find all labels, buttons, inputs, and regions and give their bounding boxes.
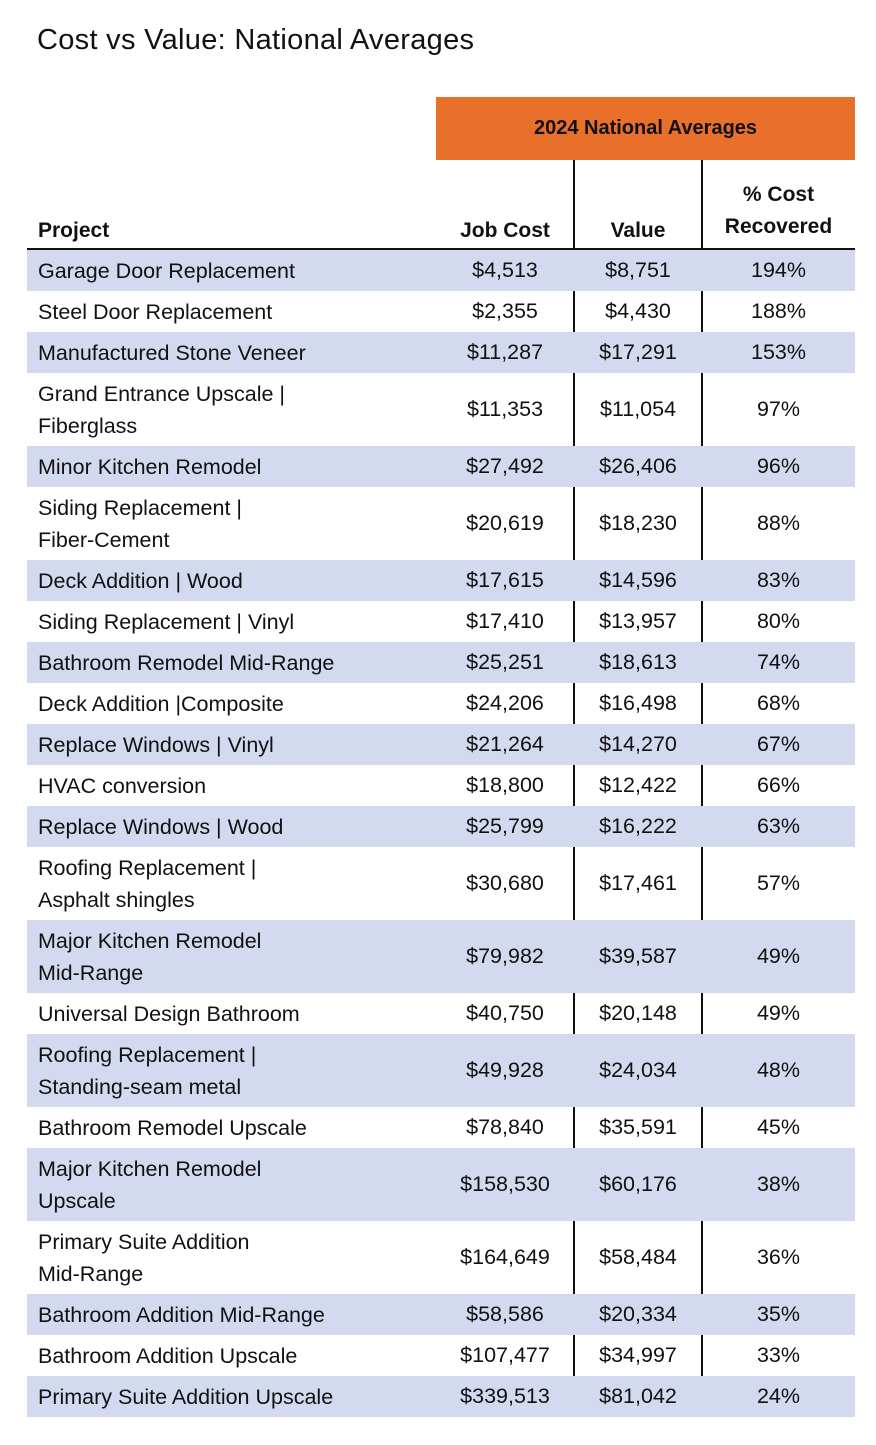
- project-name-line1: Siding Replacement | Vinyl: [38, 609, 295, 634]
- project-name: [27, 1340, 436, 1372]
- job-cost: $339,513: [460, 1384, 550, 1408]
- project-name-line1: Steel Door Replacement: [38, 299, 273, 324]
- value: $14,270: [599, 732, 677, 756]
- project-name: [27, 1226, 436, 1290]
- value: $24,034: [599, 1058, 677, 1082]
- value: $58,484: [599, 1245, 677, 1269]
- cost-recovered: 80%: [756, 609, 801, 633]
- table-row: [27, 642, 855, 683]
- project-name-line1: Replace Windows | Wood: [38, 814, 284, 839]
- table-header: [27, 160, 855, 250]
- project-name-line2: Fiber-Cement: [38, 527, 170, 552]
- header-cost-recovered-line2: Recovered: [724, 215, 833, 238]
- table-row: [27, 1148, 855, 1221]
- project-name-line1: Grand Entrance Upscale |: [38, 381, 285, 406]
- project-name: [27, 729, 436, 761]
- value: $16,498: [599, 691, 677, 715]
- page-title: Cost vs Value: National Averages: [37, 24, 475, 56]
- header-job-cost: Job Cost: [460, 219, 550, 242]
- value: $14,596: [599, 568, 677, 592]
- value: $26,406: [599, 454, 677, 478]
- project-name-line2: Mid-Range: [38, 960, 144, 985]
- project-name-line2: Asphalt shingles: [38, 887, 195, 912]
- cost-recovered: 63%: [756, 814, 801, 838]
- project-name-line1: Roofing Replacement |: [38, 1042, 257, 1067]
- table-row: [27, 1335, 855, 1376]
- job-cost: $79,982: [466, 944, 544, 968]
- table-row: [27, 1221, 855, 1294]
- job-cost: $11,287: [466, 340, 544, 364]
- table-body: [27, 250, 855, 1417]
- header-project: Project: [38, 219, 110, 242]
- job-cost: $107,477: [460, 1343, 550, 1367]
- cost-recovered: 83%: [756, 568, 801, 592]
- job-cost: $24,206: [466, 691, 544, 715]
- job-cost: $17,410: [466, 609, 544, 633]
- project-name-line1: Bathroom Addition Mid-Range: [38, 1302, 325, 1327]
- project-name: [27, 925, 436, 989]
- job-cost: $25,251: [466, 650, 544, 674]
- cost-recovered: 36%: [756, 1245, 801, 1269]
- value: $60,176: [599, 1172, 677, 1196]
- project-name: [27, 688, 436, 720]
- value: $39,587: [599, 944, 677, 968]
- cost-recovered: 188%: [751, 299, 806, 323]
- table-row: [27, 724, 855, 765]
- project-name-line1: Garage Door Replacement: [38, 258, 295, 283]
- project-name: [27, 1153, 436, 1217]
- cost-recovered: 33%: [756, 1343, 801, 1367]
- table-row: [27, 487, 855, 560]
- value: $16,222: [599, 814, 677, 838]
- project-name-line1: Primary Suite Addition: [38, 1229, 250, 1254]
- project-name-line1: Deck Addition |Composite: [38, 691, 284, 716]
- value: $81,042: [599, 1384, 677, 1408]
- cost-recovered: 24%: [756, 1384, 801, 1408]
- value: $18,230: [599, 511, 677, 535]
- job-cost: $20,619: [466, 511, 544, 535]
- header-value: Value: [610, 219, 666, 242]
- project-name-line1: Siding Replacement |: [38, 495, 242, 520]
- job-cost: $18,800: [466, 773, 544, 797]
- project-name-line1: Bathroom Remodel Upscale: [38, 1115, 307, 1140]
- project-name: [27, 998, 436, 1030]
- job-cost: $2,355: [472, 299, 538, 323]
- cost-recovered: 153%: [751, 340, 806, 364]
- project-name-line1: Replace Windows | Vinyl: [38, 732, 274, 757]
- cost-recovered: 88%: [756, 511, 801, 535]
- cost-recovered: 49%: [756, 944, 801, 968]
- table-row: [27, 373, 855, 446]
- cost-recovered: 35%: [756, 1302, 801, 1326]
- header-cost-recovered: [702, 179, 855, 243]
- table-row: [27, 601, 855, 642]
- job-cost: $25,799: [466, 814, 544, 838]
- project-name-line1: Major Kitchen Remodel: [38, 1156, 262, 1181]
- project-name-line2: Upscale: [38, 1188, 116, 1213]
- cost-recovered: 67%: [756, 732, 801, 756]
- job-cost: $30,680: [466, 871, 544, 895]
- cost-recovered: 96%: [756, 454, 801, 478]
- cost-recovered: 74%: [756, 650, 801, 674]
- table-row: [27, 250, 855, 291]
- table-row: [27, 291, 855, 332]
- table-row: [27, 683, 855, 724]
- table-row: [27, 1034, 855, 1107]
- project-name-line2: Standing-seam metal: [38, 1074, 242, 1099]
- value: $35,591: [599, 1115, 677, 1139]
- project-name: [27, 1299, 436, 1331]
- project-name: [27, 296, 436, 328]
- cost-recovered: 49%: [756, 1001, 801, 1025]
- table-row: [27, 765, 855, 806]
- cost-recovered: 57%: [756, 871, 801, 895]
- table-row: [27, 993, 855, 1034]
- job-cost: $78,840: [466, 1115, 544, 1139]
- cost-recovered: 68%: [756, 691, 801, 715]
- cost-recovered: 48%: [756, 1058, 801, 1082]
- cost-recovered: 97%: [756, 397, 801, 421]
- project-name: [27, 647, 436, 679]
- value: $20,148: [599, 1001, 677, 1025]
- cost-recovered: 66%: [756, 773, 801, 797]
- value: $18,613: [599, 650, 677, 674]
- value: $12,422: [599, 773, 677, 797]
- project-name-line1: Universal Design Bathroom: [38, 1001, 300, 1026]
- project-name: [27, 1381, 436, 1413]
- cost-recovered: 38%: [756, 1172, 801, 1196]
- project-name: [27, 606, 436, 638]
- project-name: [27, 565, 436, 597]
- cost-recovered: 194%: [751, 258, 806, 282]
- job-cost: $58,586: [466, 1302, 544, 1326]
- project-name-line1: Minor Kitchen Remodel: [38, 454, 262, 479]
- table-row: [27, 847, 855, 920]
- table-row: [27, 446, 855, 487]
- job-cost: $27,492: [466, 454, 544, 478]
- value: $17,461: [599, 871, 677, 895]
- header-cost-recovered-line1: % Cost: [742, 183, 815, 206]
- project-name: [27, 337, 436, 369]
- table-row: [27, 332, 855, 373]
- table-row: [27, 920, 855, 993]
- value: $11,054: [599, 397, 677, 421]
- project-name: [27, 492, 436, 556]
- value: $20,334: [599, 1302, 677, 1326]
- project-name-line1: Manufactured Stone Veneer: [38, 340, 306, 365]
- table-row: [27, 560, 855, 601]
- job-cost: $40,750: [466, 1001, 544, 1025]
- job-cost: $49,928: [466, 1058, 544, 1082]
- project-name-line1: Primary Suite Addition Upscale: [38, 1384, 334, 1409]
- project-name: [27, 378, 436, 442]
- value: $8,751: [605, 258, 671, 282]
- project-name: [27, 770, 436, 802]
- cost-recovered: 45%: [756, 1115, 801, 1139]
- project-name-line2: Fiberglass: [38, 413, 138, 438]
- project-name: [27, 1112, 436, 1144]
- project-name-line1: Deck Addition | Wood: [38, 568, 243, 593]
- project-name: [27, 255, 436, 287]
- project-name: [27, 1039, 436, 1103]
- job-cost: $164,649: [460, 1245, 550, 1269]
- job-cost: $4,513: [472, 258, 538, 282]
- project-name: [27, 451, 436, 483]
- cost-value-table: [27, 160, 855, 1417]
- project-name-line1: Bathroom Addition Upscale: [38, 1343, 298, 1368]
- project-name-line1: Roofing Replacement |: [38, 855, 257, 880]
- value: $17,291: [599, 340, 677, 364]
- job-cost: $158,530: [460, 1172, 550, 1196]
- project-name-line1: HVAC conversion: [38, 773, 207, 798]
- project-name: [27, 852, 436, 916]
- job-cost: $17,615: [466, 568, 544, 592]
- table-row: [27, 806, 855, 847]
- table-row: [27, 1294, 855, 1335]
- job-cost: $21,264: [466, 732, 544, 756]
- table-row: [27, 1376, 855, 1417]
- year-banner: 2024 National Averages: [436, 97, 855, 160]
- project-name-line1: Bathroom Remodel Mid-Range: [38, 650, 335, 675]
- table-row: [27, 1107, 855, 1148]
- job-cost: $11,353: [466, 397, 544, 421]
- value: $34,997: [599, 1343, 677, 1367]
- project-name-line2: Mid-Range: [38, 1261, 144, 1286]
- value: $13,957: [599, 609, 677, 633]
- project-name: [27, 811, 436, 843]
- value: $4,430: [605, 299, 671, 323]
- project-name-line1: Major Kitchen Remodel: [38, 928, 262, 953]
